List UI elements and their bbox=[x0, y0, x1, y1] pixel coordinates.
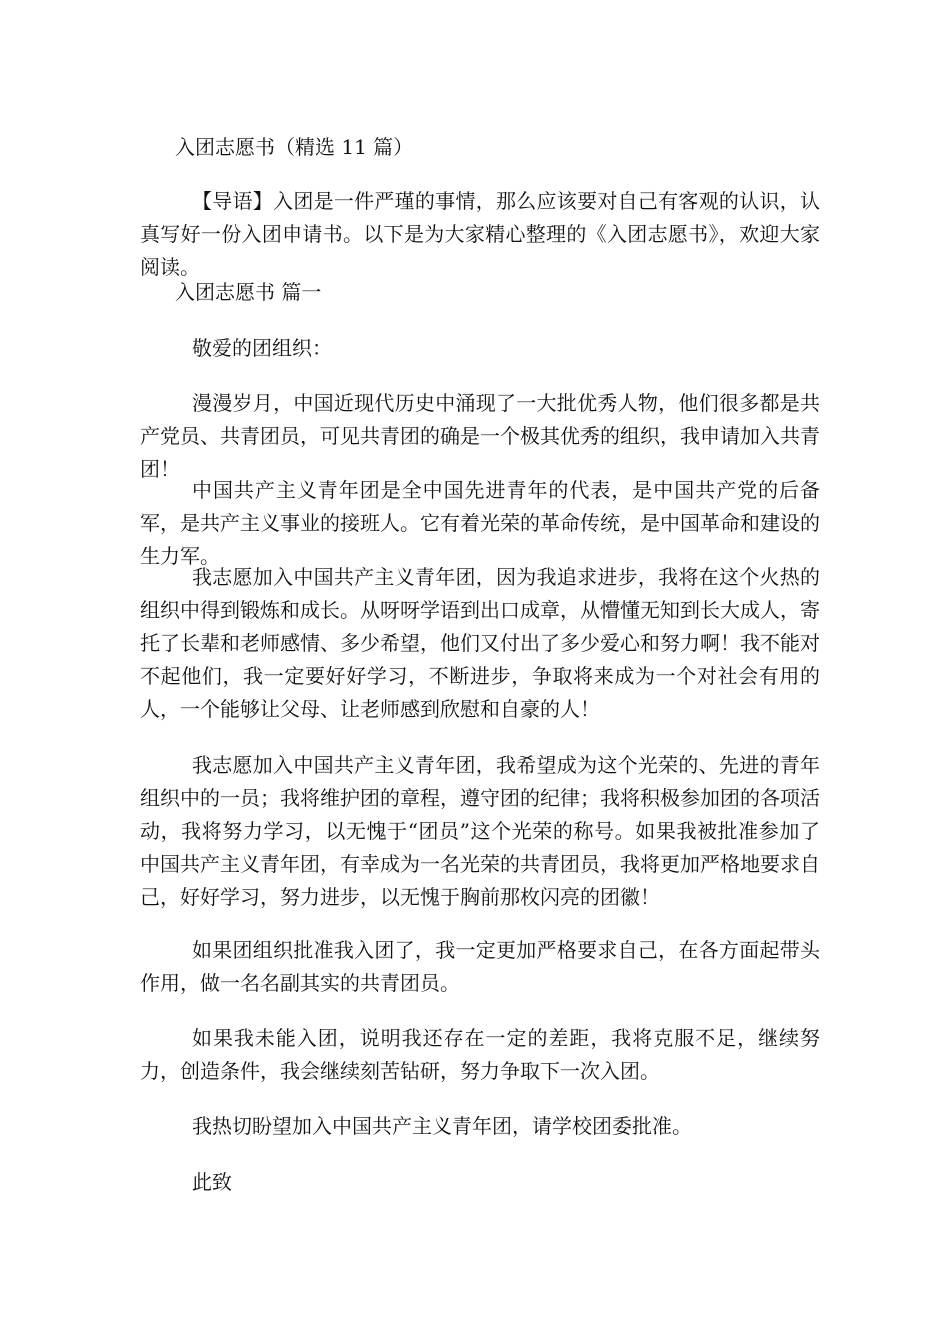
body-paragraph-2: 中国共产主义青年团是全中国先进青年的代表，是中国共产党的后备军，是共产主义事业的接班人。它有着光荣的革命传统，是中国革命和建设的生力军。 bbox=[140, 478, 820, 568]
intro-paragraph: 【导语】入团是一件严瑾的事情，那么应该要对自己有客观的认识，认真写好一份入团申请书。以下是为大家精心整理的《入团志愿书》，欢迎大家阅读。 bbox=[140, 189, 820, 279]
body-paragraph-5: 如果团组织批准我入团了，我一定更加严格要求自己，在各方面起带头作用，做一名名副其实的共青团员。 bbox=[140, 938, 820, 995]
section-title: 入团志愿书 篇一 bbox=[175, 280, 322, 304]
body-paragraph-6: 如果我未能入团，说明我还存在一定的差距，我将克服不足，继续努力，创造条件，我会继续刻苦钻研，努力争取下一次入团。 bbox=[140, 1026, 820, 1083]
closing-line: 此致 bbox=[192, 1170, 232, 1194]
body-paragraph-1: 漫漫岁月，中国近现代历史中涌现了一大批优秀人物，他们很多都是共产党员、共青团员，可见共青团的确是一个极其优秀的组织，我申请加入共青团！ bbox=[140, 391, 820, 481]
body-paragraph-7: 我热切盼望加入中国共产主义青年团，请学校团委批准。 bbox=[192, 1114, 692, 1138]
body-paragraph-4: 我志愿加入中国共产主义青年团，我希望成为这个光荣的、先进的青年组织中的一员；我将维护团的章程，遵守团的纪律；我将积极参加团的各项活动，我将努力学习，以无愧于“团员”这个光荣的称号。如果我被批准参加了中国共产主义青年团，有幸成为一名光荣的共青团员，我将更加严格地要求自己，好好学习，努力进步，以无愧于胸前那枚闪亮的团徽！ bbox=[140, 753, 820, 909]
document-title: 入团志愿书（精选 11 篇） bbox=[175, 135, 414, 159]
body-paragraph-3: 我志愿加入中国共产主义青年团，因为我追求进步，我将在这个火热的组织中得到锻炼和成长。从呀呀学语到出口成章，从懵懂无知到长大成人，寄托了长辈和老师感情、多少希望，他们又付出了多少爱心和努力啊！我不能对不起他们，我一定要好好学习，不断进步，争取将来成为一个对社会有用的人，一个能够让父母、让老师感到欣慰和自豪的人！ bbox=[140, 565, 820, 721]
salutation: 敬爱的团组织： bbox=[192, 336, 332, 360]
